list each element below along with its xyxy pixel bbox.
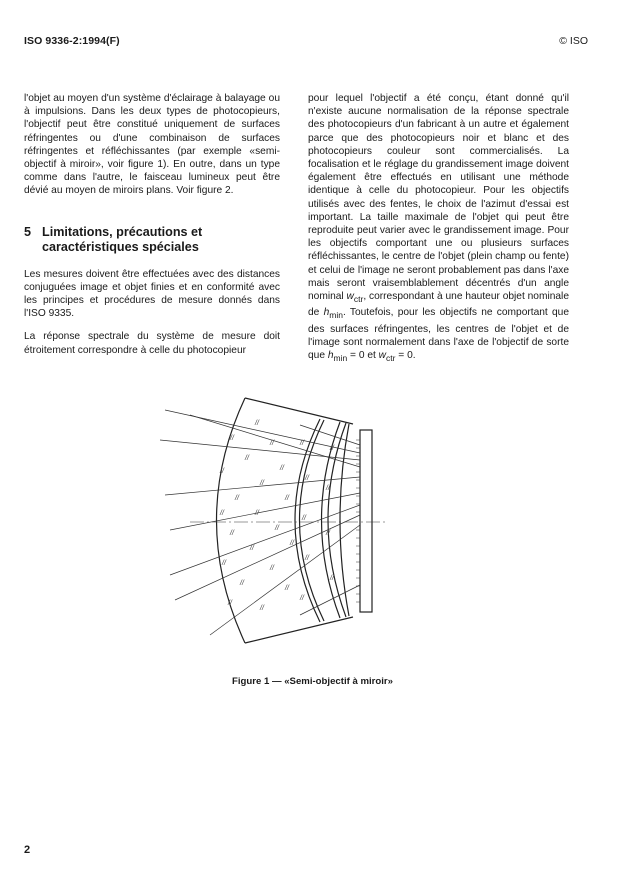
svg-text://: //	[260, 480, 264, 487]
svg-text://: //	[255, 420, 259, 427]
text-run: = 0.	[395, 349, 416, 361]
lens-surface	[340, 424, 349, 616]
scale-ticks	[356, 440, 360, 602]
svg-text://: //	[275, 525, 279, 532]
svg-text://: //	[220, 510, 224, 517]
text-run: = 0 et	[347, 349, 379, 361]
svg-text://: //	[260, 605, 264, 612]
svg-text://: //	[245, 455, 249, 462]
copyright-mark: © ISO	[559, 35, 588, 47]
symbol-w: w	[346, 291, 354, 303]
svg-text://: //	[255, 510, 259, 517]
text-run: . Toutefois, pour les objectifs ne comportant que des surfaces réfringentes, les centres de l'objet et de l'image sont normalement dans l'axe de l'objectif de sorte que	[308, 307, 569, 361]
symbol-h: h	[327, 349, 334, 361]
svg-text://: //	[228, 600, 232, 607]
subscript-ctr: ctr	[353, 294, 364, 305]
right-column	[308, 92, 569, 375]
svg-text://: //	[300, 595, 304, 602]
paragraph: Les mesures doivent être effectuées avec des distances conjuguées image et objet finies et en conformité avec les principes et procédures de mesure donnés dans l'ISO 9335.	[24, 268, 280, 320]
svg-text://: //	[326, 485, 330, 492]
svg-text://: //	[240, 580, 244, 587]
paragraph: La réponse spectrale du système de mesure doit étroitement correspondre à celle du photocopieur	[24, 331, 280, 356]
section-title: Limitations, précautions et caractéristiques spéciales	[42, 224, 203, 254]
subscript-ctr: ctr	[386, 352, 396, 363]
text-run: , correspondant à une hauteur objet nominale de	[308, 291, 569, 319]
figure-caption: Figure 1 — «Semi-objectif à miroir»	[231, 676, 393, 687]
svg-text://: //	[330, 575, 334, 582]
svg-text://: //	[300, 440, 304, 447]
symbol-h: h	[323, 307, 330, 319]
svg-text://: //	[230, 530, 234, 537]
svg-text://: //	[330, 445, 334, 452]
subscript-min: min	[329, 310, 343, 321]
svg-text://: //	[220, 468, 224, 475]
left-column	[24, 92, 280, 367]
section-number: 5	[24, 224, 32, 239]
svg-text://: //	[222, 560, 226, 567]
svg-text://: //	[302, 515, 306, 522]
lens-diagram	[150, 385, 480, 655]
symbol-w: w	[378, 349, 387, 361]
svg-text://: //	[280, 465, 284, 472]
glass-hatching	[219, 420, 335, 612]
page-number: 2	[24, 844, 31, 856]
lens-edge-bottom	[245, 617, 353, 643]
lens-surface	[295, 419, 320, 622]
svg-text://: //	[230, 435, 234, 442]
paragraph	[308, 92, 569, 365]
svg-text://: //	[290, 540, 294, 547]
svg-text://: //	[305, 555, 309, 562]
light-rays	[160, 410, 360, 635]
svg-text://: //	[270, 440, 274, 447]
document-id: ISO 9336-2:1994(F)	[24, 35, 120, 47]
paragraph: l'objet au moyen d'un système d'éclairage à balayage ou à impulsions. Dans les deux types de photocopieurs, l'objectif peut être constitué uniquement de surfaces réfringentes ou d'une combinaison de surfaces réfringentes et réfléchissantes (par exemple «semi-objectif à miroir», voir figure 1). En outre, dans un type comme dans l'autre, le faisceau lumineux peut être dévié au moyen de miroirs plans. Voir figure 2.	[24, 93, 280, 197]
text-run: pour lequel l'objectif a été conçu, étant donné qu'il n'existe aucune normalisation de la réponse spectrale des photocopieurs d'un fabricant à un autre et également parce que des photocopieurs noir et blanc et des photocopieurs couleur sont commercialisés. La focalisation et le réglage du grandissement image doivent également être effectués en utilisant une méthode identique à celle du photocopieur. Pour les objectifs utilisés avec des fentes, le choix de l'azimut d'essai est important. La taille maximale de l'objet qui peut être reproduite peut varier avec le grandissement image. Pour les objectifs comportant une ou plusieurs surfaces réfléchissantes, le centre de l'objet (plein champ ou fente) et celui de l'image ne seront probablement pas dans l'axe mais seront vraisemblablement décentrés d'un angle nominal	[308, 93, 569, 303]
svg-text://: //	[305, 475, 309, 482]
section-heading	[24, 225, 280, 255]
image-plate	[360, 430, 372, 612]
svg-text://: //	[270, 565, 274, 572]
svg-text://: //	[326, 530, 330, 537]
svg-text://: //	[235, 495, 239, 502]
svg-text://: //	[285, 585, 289, 592]
svg-text://: //	[250, 545, 254, 552]
subscript-min: min	[333, 352, 348, 363]
svg-text://: //	[285, 495, 289, 502]
lens-edge-top	[245, 398, 353, 424]
